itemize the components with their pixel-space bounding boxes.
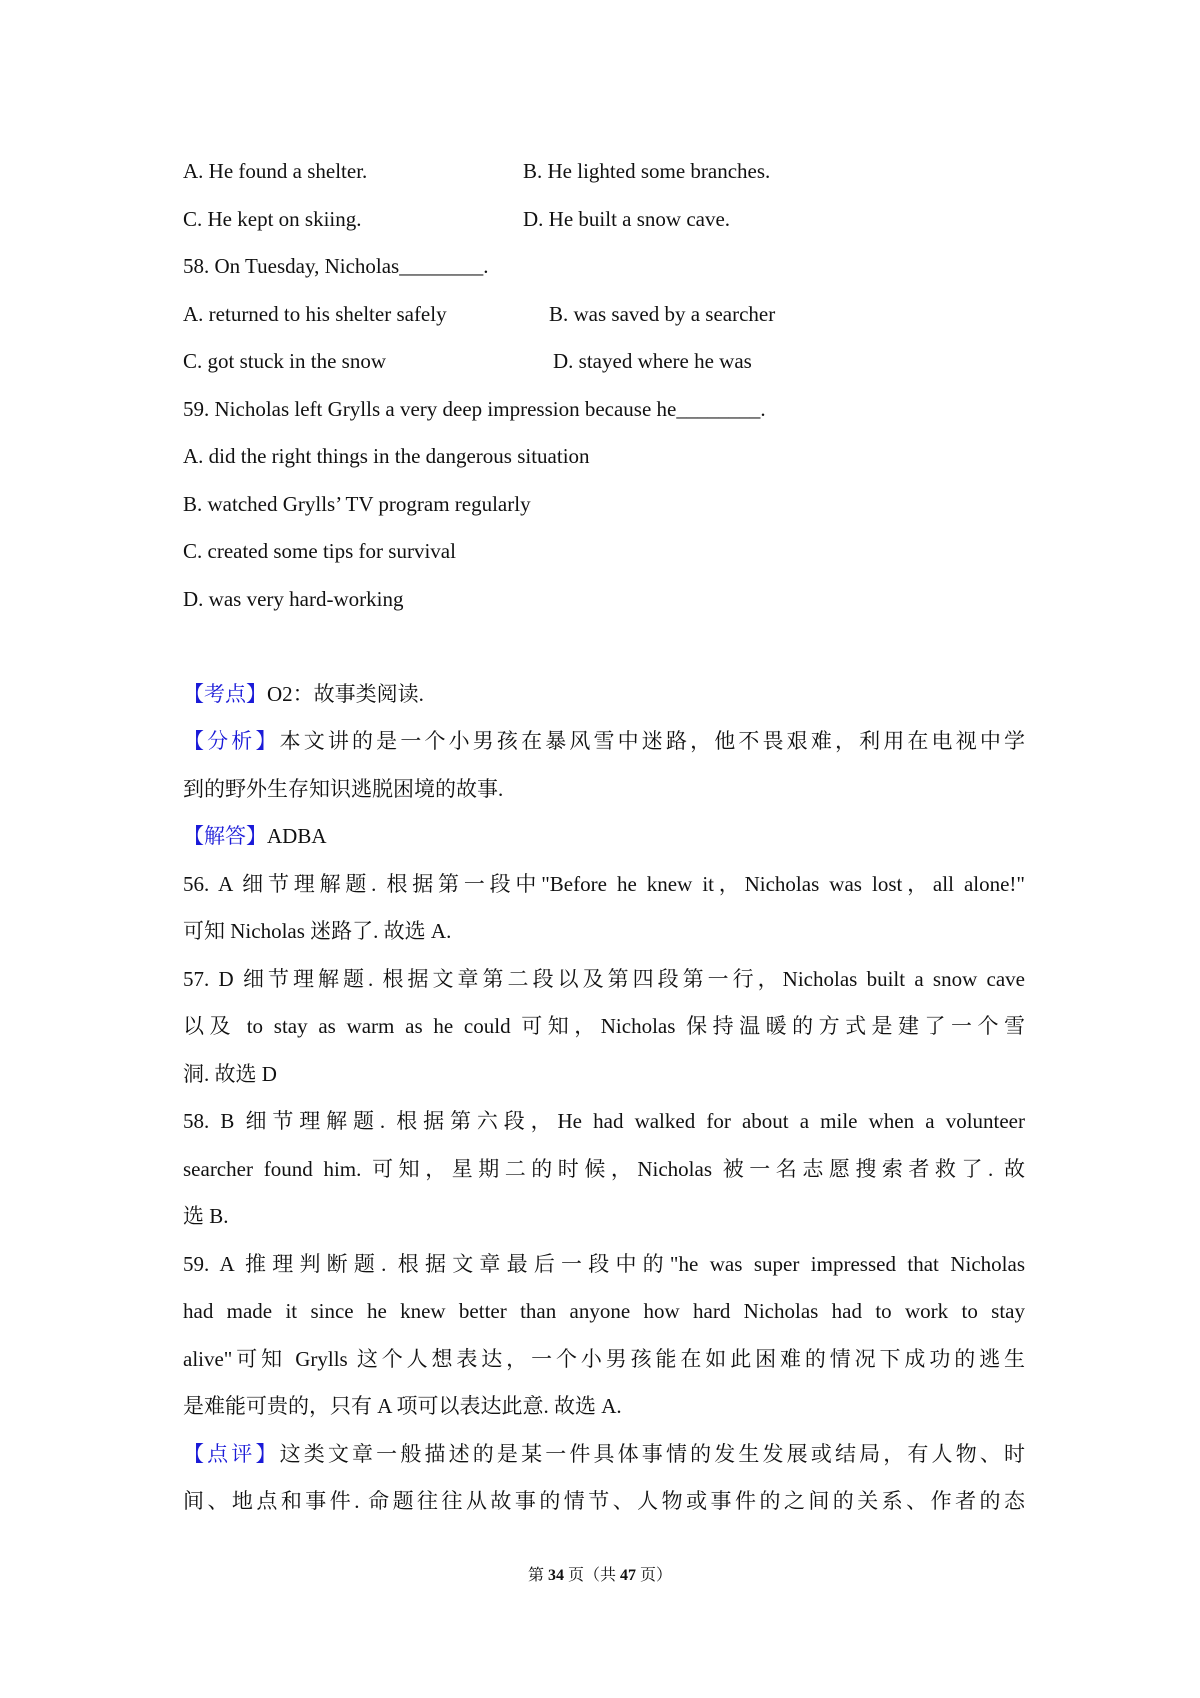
explanations bbox=[183, 861, 1025, 1431]
fenxi-line: 【分析】本文讲的是一个小男孩在暴风雪中迷路，他不畏艰难，利用在电视中学 bbox=[183, 729, 1025, 753]
q58-stem: 58. On Tuesday, Nicholas________. bbox=[183, 254, 489, 278]
q58-options-row-1 bbox=[183, 291, 1025, 339]
jieda bbox=[183, 813, 1025, 861]
explanation-line: 56. A 细节理解题. 根据第一段中"Before he knew it，Nicholas was lost，all alone!" bbox=[183, 871, 1025, 896]
q59-stem: 59. Nicholas left Grylls a very deep impression because he________. bbox=[183, 396, 766, 421]
option-c: C. He kept on skiing. bbox=[183, 206, 362, 231]
explanation-line: alive"可知 Grylls 这个人想表达，一个小男孩能在如此困难的情况下成功的逃生 bbox=[183, 1346, 1025, 1371]
explanation-line: searcher found him. 可知，星期二的时候，Nicholas 被一名志愿搜索者救了. 故 bbox=[183, 1156, 1025, 1181]
fenxi-tag: 【分析】 bbox=[183, 729, 280, 753]
option-c: C. got stuck in the snow bbox=[183, 349, 386, 373]
explanation-line: 是难能可贵的，只有 A 项可以表达此意. 故选 A. bbox=[183, 1394, 622, 1418]
q57-options-row-2 bbox=[183, 196, 1025, 244]
option-a: A. did the right things in the dangerous situation bbox=[183, 444, 590, 468]
q57-options-row-1 bbox=[183, 148, 1025, 196]
dianping-tag: 【点评】 bbox=[183, 1441, 280, 1466]
option-b: B. He lighted some branches. bbox=[523, 159, 771, 183]
explanation-line: 洞. 故选 D bbox=[183, 1061, 277, 1086]
page-number: 34 bbox=[547, 1567, 564, 1584]
kaodian-tag: 【考点】 bbox=[183, 681, 267, 706]
dianping-line: 间、地点和事件. 命题往往从故事的情节、人物或事件的之间的关系、作者的态 bbox=[183, 1489, 1025, 1513]
page-footer: 第 34 页（共 47 页） bbox=[527, 1567, 673, 1584]
jieda-tag: 【解答】 bbox=[183, 824, 267, 848]
kaodian bbox=[183, 671, 1025, 719]
option-b: B. was saved by a searcher bbox=[549, 301, 776, 326]
option-a: A. He found a shelter. bbox=[183, 159, 368, 183]
option-c: C. created some tips for survival bbox=[183, 539, 456, 563]
option-a: A. returned to his shelter safely bbox=[183, 301, 447, 326]
explanation-line: had made it since he knew better than anyone how hard Nicholas had to work to stay bbox=[183, 1299, 1025, 1323]
option-d: D. stayed where he was bbox=[553, 349, 752, 373]
explanation-line: 59. A 推理判断题. 根据文章最后一段中的"he was super impressed that Nicholas bbox=[183, 1251, 1025, 1276]
q58-options-row-2 bbox=[183, 338, 1025, 386]
explanation-line: 可知 Nicholas 迷路了. 故选 A. bbox=[183, 919, 452, 943]
option-d: D. was very hard-working bbox=[183, 586, 404, 611]
page-content bbox=[183, 148, 1025, 1526]
option-b: B. watched Grylls’ TV program regularly bbox=[183, 491, 531, 516]
page-total: 47 bbox=[620, 1567, 636, 1584]
fenxi-line: 到的野外生存知识逃脱困境的故事. bbox=[183, 776, 504, 801]
explanation-line: 58. B 细节理解题. 根据第六段，He had walked for about a mile when a volunteer bbox=[183, 1109, 1025, 1133]
explanation-line: 选 B. bbox=[183, 1204, 229, 1228]
explanation-line: 以及 to stay as warm as he could 可知，Nicholas 保持温暖的方式是建了一个雪 bbox=[183, 1014, 1025, 1038]
answer-text: ADBA bbox=[267, 824, 327, 848]
dianping-line: 【点评】这类文章一般描述的是某一件具体事情的发生发展或结局，有人物、时 bbox=[183, 1441, 1025, 1466]
kaodian-text: O2：故事类阅读. bbox=[267, 681, 424, 706]
option-d: D. He built a snow cave. bbox=[523, 206, 731, 231]
explanation-line: 57. D 细节理解题. 根据文章第二段以及第四段第一行，Nicholas built a snow cave bbox=[183, 966, 1025, 991]
